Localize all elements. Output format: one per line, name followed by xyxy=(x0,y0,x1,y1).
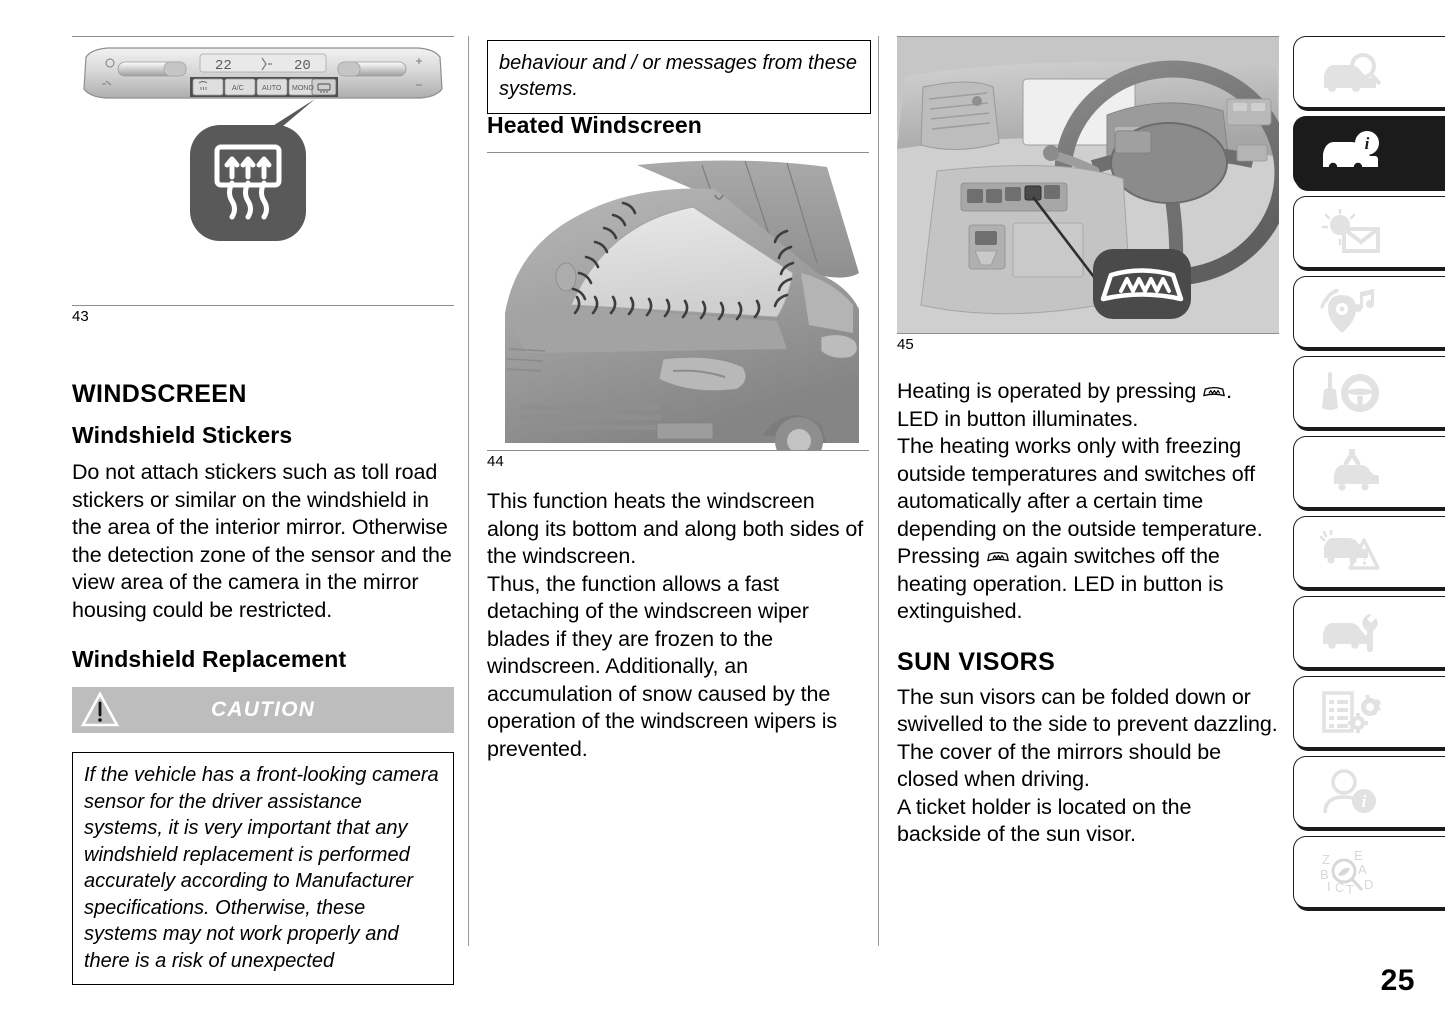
figure-45 xyxy=(897,36,1279,353)
heating-operation-body-3-pre: Pressing xyxy=(897,544,986,568)
sidebar-item-driver-assistance[interactable] xyxy=(1293,436,1445,508)
sun-visors-body-1: The sun visors can be folded down or swivelled to the side to prevent dazzling. xyxy=(897,684,1278,736)
figure-45-number: 45 xyxy=(897,336,914,353)
svg-text:i: i xyxy=(1364,134,1370,153)
column-three xyxy=(897,0,1279,1018)
heated-windscreen-body-1: This function heats the windscreen along its bottom and along both sides of the windscreen. xyxy=(487,489,864,568)
sidebar-item-infotainment[interactable] xyxy=(1293,276,1445,348)
index-magnifier-icon xyxy=(1320,849,1394,895)
sidebar-item-lighting-climate[interactable] xyxy=(1293,196,1445,268)
continued-note-box xyxy=(487,40,871,114)
continued-note-text: behaviour and / or messages from these systems. xyxy=(499,52,857,100)
sidebar-item-instruments-controls[interactable] xyxy=(1293,116,1445,188)
car-magnifier-icon xyxy=(1320,50,1382,94)
rear-defroster-callout xyxy=(190,125,306,241)
svg-text:D: D xyxy=(1364,877,1374,892)
dashboard-illustration xyxy=(897,37,1279,333)
subsection-title-windshield-replacement: Windshield Replacement xyxy=(72,646,347,672)
page-number: 25 xyxy=(1380,964,1415,997)
svg-text:22: 22 xyxy=(215,58,232,74)
caution-bar xyxy=(72,687,454,733)
caution-label: CAUTION xyxy=(210,698,316,721)
svg-text:MONO: MONO xyxy=(292,85,314,92)
svg-text:C: C xyxy=(1335,880,1345,895)
figure-43 xyxy=(72,36,454,325)
person-info-icon xyxy=(1320,769,1382,815)
car-lane-icon xyxy=(1320,449,1382,495)
sidebar-item-vehicle-overview[interactable] xyxy=(1293,36,1445,108)
figure-43-number: 43 xyxy=(72,308,89,325)
windscreen-heater-icon-2 xyxy=(986,549,1010,565)
chapter-tab-strip xyxy=(1293,36,1445,916)
heating-operation-body-1-pre: Heating is operated by pressing xyxy=(897,379,1203,403)
svg-text:I: I xyxy=(1327,879,1331,894)
svg-text:Z: Z xyxy=(1322,852,1330,867)
heating-operation-body-1-post: . LED in button illuminates. xyxy=(897,379,1233,431)
column-one xyxy=(72,0,454,1018)
svg-text:E: E xyxy=(1354,849,1363,863)
navigation-audio-icon xyxy=(1320,289,1382,335)
sidebar-item-vehicle-care[interactable] xyxy=(1293,596,1445,668)
svg-text:A: A xyxy=(1358,862,1367,877)
heating-operation-body-2: The heating works only with freezing outside temperatures and switches off automatically after a certain time depending on the outside temperature. xyxy=(897,434,1263,541)
car-wrench-icon xyxy=(1320,610,1382,654)
heating-operation-body-1 xyxy=(897,378,1279,433)
sidebar-item-technical-data[interactable] xyxy=(1293,676,1445,748)
sun-visors-body-3: A ticket holder is located on the backside of the sun visor. xyxy=(897,794,1192,846)
sidebar-item-emergency[interactable] xyxy=(1293,516,1445,588)
heating-operation-body-3 xyxy=(897,543,1279,626)
list-gears-icon xyxy=(1320,689,1382,735)
section-title-sun-visors: SUN VISORS xyxy=(897,647,1056,676)
windscreen-heater-callout xyxy=(1093,249,1191,319)
car-info-icon xyxy=(1320,130,1382,174)
subsection-title-windshield-stickers: Windshield Stickers xyxy=(72,422,293,448)
svg-text:T: T xyxy=(1346,882,1354,895)
column-one-text xyxy=(72,380,454,985)
caution-text-box xyxy=(72,752,454,985)
figure-45-image xyxy=(897,37,1279,333)
column-divider-2 xyxy=(878,36,879,946)
figure-43-image xyxy=(72,37,454,305)
section-title-windscreen: WINDSCREEN xyxy=(72,380,247,408)
warning-triangle-icon xyxy=(80,690,120,730)
svg-text:AUTO: AUTO xyxy=(262,85,282,92)
svg-text:20: 20 xyxy=(294,58,311,74)
climate-control-panel xyxy=(84,48,442,98)
sidebar-item-driving-operation[interactable] xyxy=(1293,356,1445,428)
figure-44-number: 44 xyxy=(487,453,504,470)
van-front-illustration xyxy=(505,160,859,450)
windshield-stickers-body: Do not attach stickers such as toll road stickers or similar on the windshield in the area of the interior mirror. Otherwise the detection zone of the sensor and the view area of the camera in the mirror housing could be restricted. xyxy=(72,460,452,622)
svg-text:i: i xyxy=(1361,792,1367,811)
figure-44-image xyxy=(487,153,869,450)
heating-operation-body-3-post: again switches off the heating operation. LED in button is extinguished. xyxy=(897,544,1224,623)
svg-text:B: B xyxy=(1320,867,1329,882)
sun-envelope-icon xyxy=(1320,209,1382,255)
figure-44 xyxy=(487,152,869,470)
section-title-heated-windscreen: Heated Windscreen xyxy=(487,112,702,138)
sun-visors-body-2: The cover of the mirrors should be closed when driving. xyxy=(897,739,1222,791)
svg-text:A/C: A/C xyxy=(232,85,244,92)
caution-text: If the vehicle has a front-looking camera sensor for the driver assistance systems, it is very important that any windshield replacement is performed accurately according to Manufacturer specifications. Otherwise, these systems may not work properly and there is a risk of unexpected xyxy=(84,764,439,972)
gearshift-steering-wheel-icon xyxy=(1320,370,1382,414)
sidebar-item-customer-information[interactable] xyxy=(1293,756,1445,828)
column-two xyxy=(487,0,869,1018)
car-warning-triangle-icon xyxy=(1320,530,1382,574)
windscreen-heater-icon xyxy=(1202,384,1226,400)
sidebar-item-alphabetical-index[interactable] xyxy=(1293,836,1445,908)
heated-windscreen-body-2: Thus, the function allows a fast detaching of the windscreen wiper blades if they are frozen to the windscreen. Additionally, an accumulation of snow caused by the operation of the windscreen wipers is prevented. xyxy=(487,571,838,761)
column-two-text xyxy=(487,488,869,763)
column-three-text xyxy=(897,378,1279,849)
column-divider-1 xyxy=(468,36,469,946)
